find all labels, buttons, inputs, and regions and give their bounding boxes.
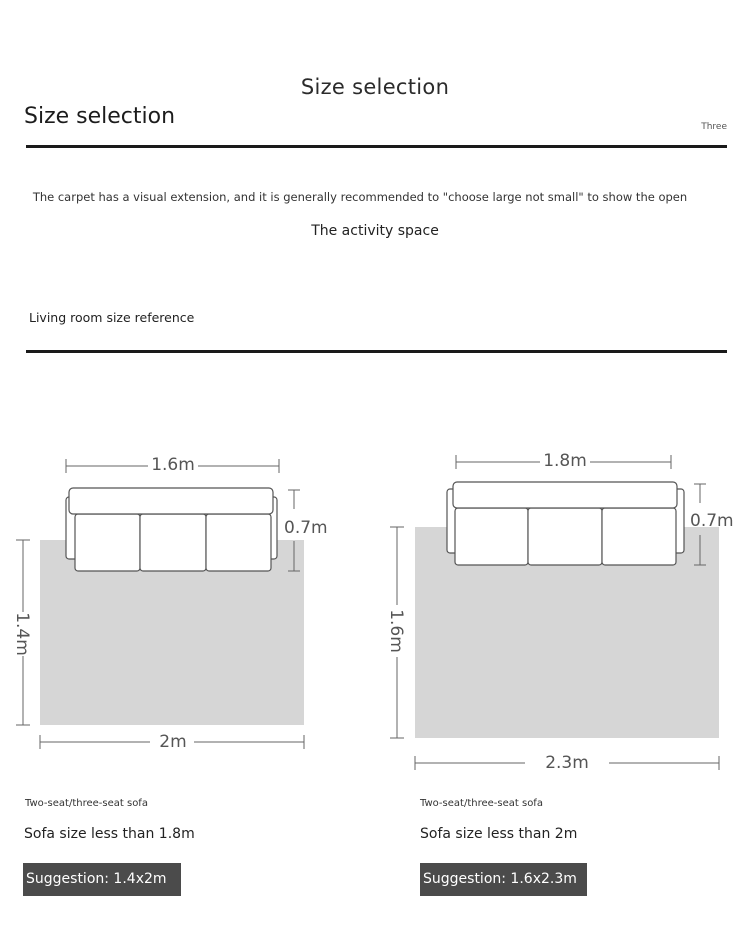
right-rug-depth: 1.6m xyxy=(386,609,406,653)
right-suggestion-badge: Suggestion: 1.6x2.3m xyxy=(420,863,587,896)
left-sofa-depth: 0.7m xyxy=(284,518,328,538)
right-sofa-width: 1.8m xyxy=(543,451,587,471)
section-label: Living room size reference xyxy=(29,310,195,325)
right-sofa-depth: 0.7m xyxy=(690,511,734,531)
left-sofa-type: Two-seat/three-seat sofa xyxy=(25,798,148,809)
diagram-left xyxy=(16,459,304,749)
right-sofa-size: Sofa size less than 2m xyxy=(420,826,578,842)
page-title: Size selection xyxy=(24,104,176,129)
intro-description: The carpet has a visual extension, and it is generally recommended to "choose large not small" to show the open xyxy=(32,190,688,204)
center-title: Size selection xyxy=(300,75,450,99)
right-sofa-type: Two-seat/three-seat sofa xyxy=(420,798,543,809)
intro-activity: The activity space xyxy=(311,223,439,239)
left-rug-width: 2m xyxy=(159,732,187,752)
left-sofa-size: Sofa size less than 1.8m xyxy=(24,826,195,842)
left-suggestion-badge: Suggestion: 1.4x2m xyxy=(23,863,181,896)
sofa-right-icon xyxy=(447,482,684,565)
left-sofa-width: 1.6m xyxy=(151,455,195,475)
diagram-right xyxy=(390,455,719,770)
right-rug-width: 2.3m xyxy=(545,753,589,773)
left-rug-depth: 1.4m xyxy=(12,612,32,656)
sofa-left-icon xyxy=(66,488,277,571)
section-tag: Three xyxy=(701,122,727,132)
